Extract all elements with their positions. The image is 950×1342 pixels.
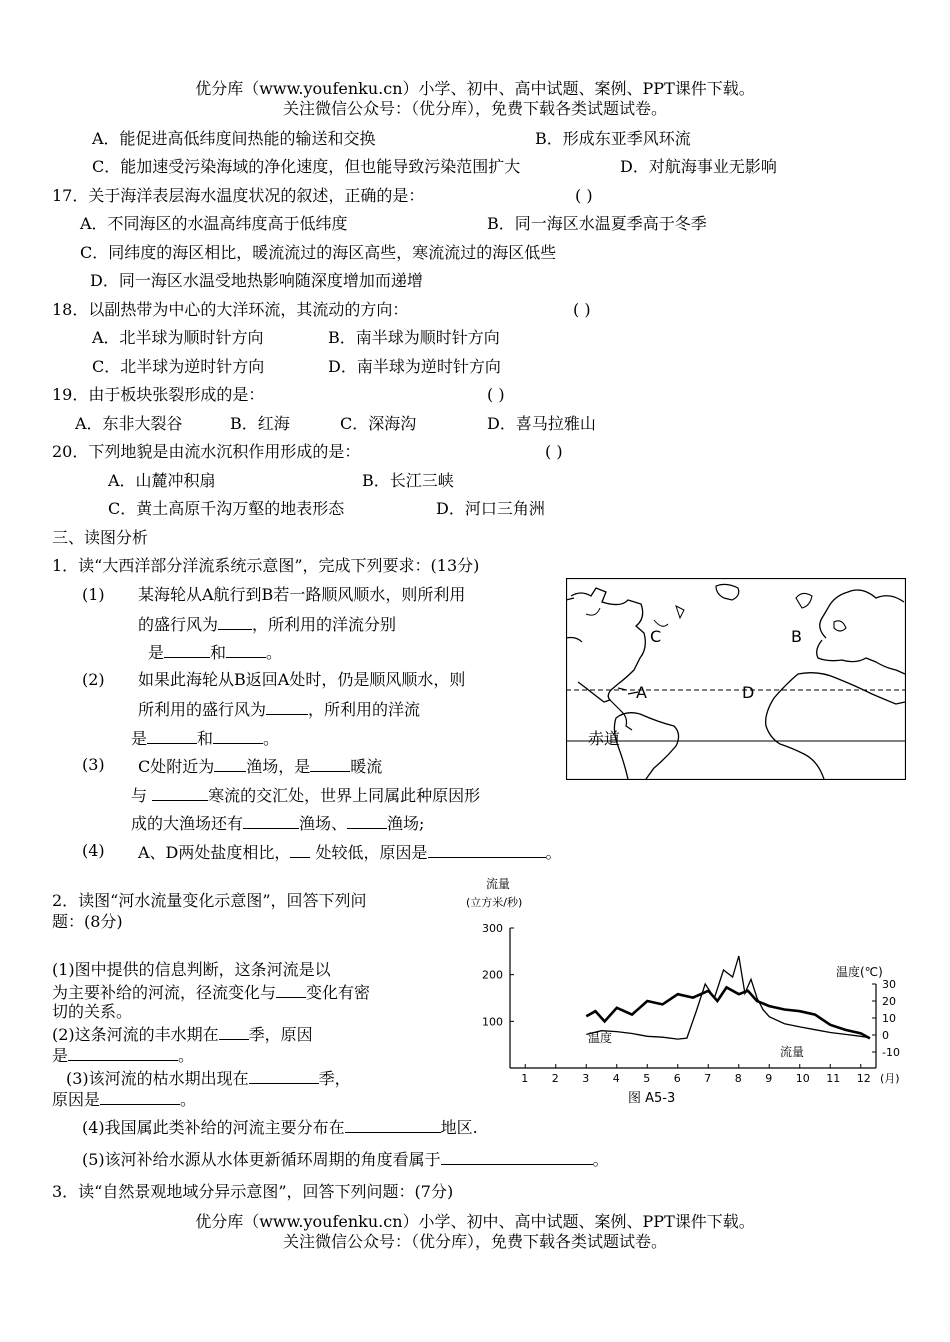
p1-s3-num: (3) <box>82 755 105 774</box>
map-label-d: D <box>742 683 755 702</box>
map-frame <box>567 579 906 780</box>
p1-s2-line-a: 如果此海轮从B返回A处时，仍是顺风顺水，则 <box>138 670 466 689</box>
chart-y-right-tick-label: 0 <box>882 1029 889 1042</box>
q20-option-d: D．河口三角洲 <box>436 499 545 518</box>
chart-y-right-tick-label: 20 <box>882 995 896 1008</box>
p2-s1-line-c: 切的关系。 <box>52 1002 133 1021</box>
p1-s3-line-b: 与 寒流的交汇处，世界上同属此种原因形 <box>131 786 481 805</box>
chart-ylabel-left-unit: (立方米/秒) <box>466 896 523 909</box>
chart-x-tick-label: 3 <box>582 1072 590 1085</box>
chart-x-tick-label: 12 <box>856 1072 871 1085</box>
chart-x-tick-label: 2 <box>551 1072 559 1085</box>
p2-s5-line: (5)该河补给水源从水体更新循环周期的角度看属于 。 <box>82 1150 609 1169</box>
blank[interactable] <box>100 1088 180 1105</box>
blank[interactable] <box>428 841 546 858</box>
chart-y-right-tick-label: 10 <box>882 1012 896 1025</box>
p2-s3-line-a: (3)该河流的枯水期出现在 季， <box>66 1069 351 1088</box>
q17-option-d: D．同一海区水温受地热影响随深度增加而递增 <box>90 271 423 290</box>
header-line-2: 关注微信公众号：（优分库），免费下载各类试题试卷。 <box>282 99 667 118</box>
chart-x-tick-label: 8 <box>734 1072 742 1085</box>
chart-ylabel-left: 流量 <box>486 877 511 891</box>
p2-s3-line-b: 原因是 。 <box>52 1090 197 1109</box>
footer-line-2: 关注微信公众号：（优分库），免费下载各类试题试卷。 <box>282 1232 667 1251</box>
map-label-b: B <box>791 627 802 646</box>
blank[interactable] <box>164 641 210 658</box>
p2-stem-b: 题：(8分) <box>52 912 123 931</box>
blank[interactable] <box>345 1116 441 1133</box>
q17-option-c: C．同纬度的海区相比，暖流流过的海区高些，寒流流过的海区低些 <box>80 243 557 262</box>
q17-option-b: B．同一海区水温夏季高于冬季 <box>487 214 707 233</box>
q19-option-b: B．红海 <box>230 414 290 433</box>
q20-stem: 20．下列地貌是由流水沉积作用形成的是： <box>52 442 361 461</box>
chart-title: 图 A5-3 <box>628 1091 676 1106</box>
blank[interactable] <box>68 1044 178 1061</box>
q16-option-c: C．能加速受污染海域的净化速度，但也能导致污染范围扩大 <box>92 157 521 176</box>
blank[interactable] <box>152 784 208 801</box>
chart-y-left-tick-label: 100 <box>482 1015 503 1029</box>
blank[interactable] <box>147 727 197 744</box>
chart-series-flow-line <box>586 956 870 1039</box>
chart-x-tick-label: 7 <box>704 1072 712 1085</box>
q19-stem: 19．由于板块张裂形成的是： <box>52 385 265 404</box>
blank[interactable] <box>347 812 387 829</box>
q19-option-a: A．东非大裂谷 <box>75 414 183 433</box>
q18-option-c: C．北半球为逆时针方向 <box>92 357 265 376</box>
p1-s3-line-a: C处附近为 渔场，是 暖流 <box>138 757 383 776</box>
chart-y-left-tick-label: 200 <box>482 968 503 982</box>
p2-s1-line-a: (1)图中提供的信息判断，这条河流是以 <box>52 960 331 979</box>
chart-y-left-tick-label: 300 <box>482 922 503 935</box>
blank[interactable] <box>218 613 252 630</box>
p1-s2-num: (2) <box>82 670 105 689</box>
blank[interactable] <box>214 755 246 772</box>
q18-option-b: B．南半球为顺时针方向 <box>328 328 500 347</box>
q20-option-b: B．长江三峡 <box>362 471 454 490</box>
chart-x-tick-label: 5 <box>643 1072 651 1085</box>
q16-option-a: A．能促进高低纬度间热能的输送和交换 <box>92 129 376 148</box>
blank[interactable] <box>266 698 308 715</box>
blank[interactable] <box>310 755 350 772</box>
p1-stem: 1．读“大西洋部分洋流系统示意图”，完成下列要求：(13分) <box>52 556 480 575</box>
q17-stem: 17．关于海洋表层海水温度状况的叙述，正确的是： <box>52 186 425 205</box>
p1-s1-num: (1) <box>82 585 105 604</box>
footer-line-1: 优分库（www.youfenku.cn）小学、初中、高中试题、案例、PPT课件下载。 <box>195 1212 755 1231</box>
q20-answer-paren: ( ) <box>545 442 563 461</box>
p1-s4-line: A、D两处盐度相比， 处较低，原因是 。 <box>138 843 562 862</box>
map-label-equator: 赤道 <box>588 729 621 748</box>
p2-stem-a: 2．读图“河水流量变化示意图”，回答下列问 <box>52 891 367 910</box>
header-line-1: 优分库（www.youfenku.cn）小学、初中、高中试题、案例、PPT课件下载。 <box>195 79 755 98</box>
blank[interactable] <box>249 1067 319 1084</box>
chart-x-tick-label: 10 <box>795 1072 810 1085</box>
atlantic-currents-map <box>566 578 906 780</box>
q17-option-a: A．不同海区的水温高纬度高于低纬度 <box>80 214 348 233</box>
p1-s4-num: (4) <box>82 841 105 860</box>
q19-option-c: C．深海沟 <box>340 414 417 433</box>
blank[interactable] <box>290 841 310 858</box>
p2-s4-line: (4)我国属此类补给的河流主要分布在 地区. <box>82 1118 478 1137</box>
chart-y-right-tick-label: -10 <box>882 1046 900 1059</box>
blank[interactable] <box>441 1148 593 1165</box>
section-3-title: 三、读图分析 <box>52 528 149 547</box>
chart-x-tick-label: 11 <box>826 1072 841 1085</box>
p1-s2-line-c: 是 和 。 <box>131 729 280 748</box>
chart-series-temperature-line <box>586 987 870 1038</box>
chart-y-right-tick-label: 30 <box>882 978 896 991</box>
river-flow-chart <box>458 874 910 1110</box>
p1-s3-line-c: 成的大渔场还有 渔场、 渔场; <box>131 814 425 833</box>
q20-option-a: A．山麓冲积扇 <box>108 471 216 490</box>
chart-series-label-flow: 流量 <box>780 1045 805 1059</box>
blank[interactable] <box>219 1023 249 1040</box>
chart-x-tick-label: 6 <box>673 1072 681 1085</box>
chart-ylabel-right: 温度(℃) <box>836 965 883 979</box>
chart-x-tick-label: 4 <box>612 1072 620 1085</box>
p2-s1-line-b: 为主要补给的河流，径流变化与 变化有密 <box>52 983 371 1002</box>
chart-series-label-temp: 温度 <box>588 1031 613 1045</box>
q20-option-c: C．黄土高原千沟万壑的地表形态 <box>108 499 345 518</box>
q19-answer-paren: ( ) <box>487 385 505 404</box>
q16-option-d: D．对航海事业无影响 <box>620 157 777 176</box>
map-label-c: C <box>650 627 662 646</box>
q18-option-a: A．北半球为顺时针方向 <box>92 328 264 347</box>
chart-x-tick-label: 9 <box>765 1072 773 1085</box>
chart-x-tick-label: 1 <box>521 1072 529 1085</box>
q18-option-d: D．南半球为逆时针方向 <box>328 357 501 376</box>
q18-answer-paren: ( ) <box>573 300 591 319</box>
chart-x-axis-label: (月) <box>880 1072 900 1085</box>
q17-answer-paren: ( ) <box>575 186 593 205</box>
p3-stem: 3．读“自然景观地域分异示意图”，回答下列问题：(7分) <box>52 1182 454 1201</box>
q16-option-b: B．形成东亚季风环流 <box>535 129 691 148</box>
blank[interactable] <box>276 981 306 998</box>
blank[interactable] <box>213 727 263 744</box>
blank[interactable] <box>243 812 299 829</box>
p1-s2-line-b: 所利用的盛行风为 ，所利用的洋流 <box>138 700 421 719</box>
q18-stem: 18．以副热带为中心的大洋环流，其流动的方向： <box>52 300 409 319</box>
map-label-a: A <box>636 683 647 702</box>
p1-s1-line-a: 某海轮从A航行到B若一路顺风顺水，则所利用 <box>138 585 466 604</box>
p2-s2-line-b: 是 。 <box>52 1046 195 1065</box>
q19-option-d: D．喜马拉雅山 <box>487 414 596 433</box>
p1-s1-line-b: 的盛行风为 ，所利用的洋流分别 <box>138 615 397 634</box>
p2-s2-line-a: (2)这条河流的丰水期在 季，原因 <box>52 1025 313 1044</box>
blank[interactable] <box>226 641 266 658</box>
p1-s1-line-c: 是 和 。 <box>148 643 283 662</box>
